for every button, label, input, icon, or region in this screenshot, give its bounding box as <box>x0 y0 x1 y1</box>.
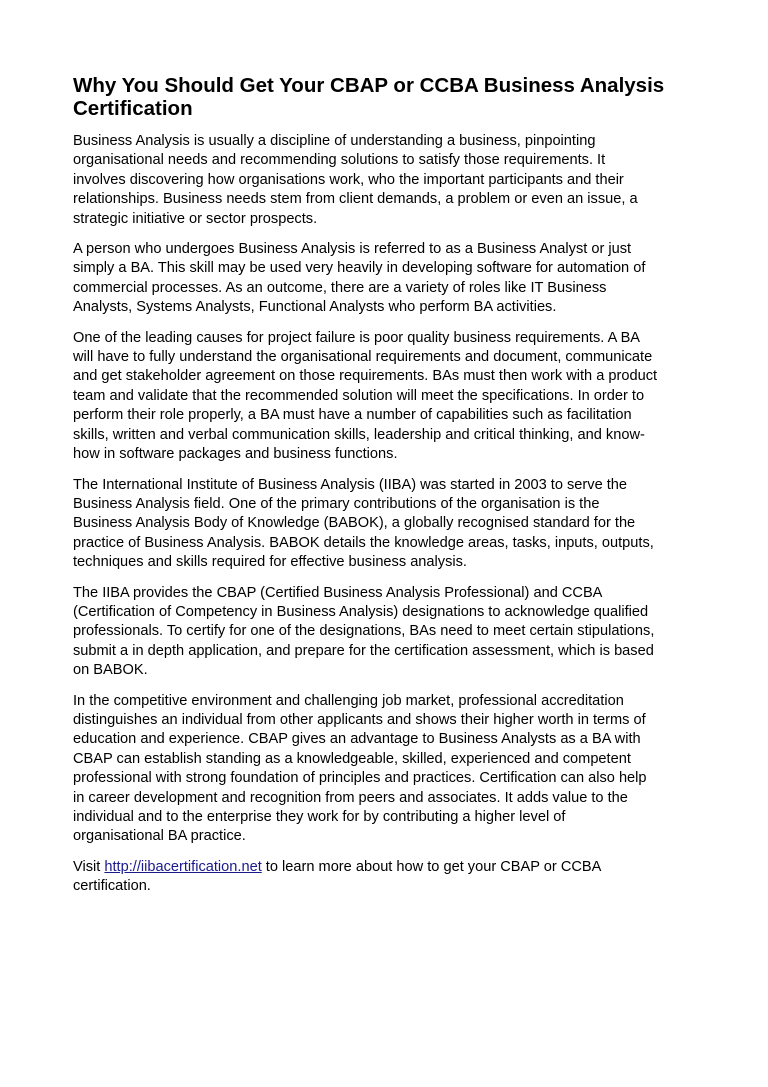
iiba-certification-link[interactable]: http://iibacertification.net <box>104 858 262 875</box>
paragraph-line: Business Analysis field. One of the primary contributions of the organisation is the <box>73 495 600 512</box>
paragraph-line: individual and to the enterprise they work for by contributing a higher level of <box>73 809 566 825</box>
paragraph-line: skills, written and verbal communication skills, leadership and critical thinking, and know- <box>73 426 645 443</box>
paragraph-line: A person who undergoes Business Analysis is referred to as a Business Analyst or just <box>73 241 632 258</box>
title-line: Why You Should Get Your CBAP or CCBA Business Analysis <box>73 74 665 97</box>
paragraph-line: and get stakeholder agreement on those requirements. BAs must then work with a product <box>73 368 658 385</box>
paragraph-line: in career development and recognition from peers and associates. It adds value to the <box>73 789 628 806</box>
document-content <box>73 74 713 908</box>
body-paragraph <box>73 584 713 681</box>
paragraph-line: The IIBA provides the CBAP (Certified Business Analysis Professional) and CCBA <box>73 584 603 601</box>
paragraph-line: perform their role properly, a BA must have a number of capabilities such as facilitation <box>73 407 632 424</box>
paragraph-line: Analysts, Systems Analysts, Functional Analysts who perform BA activities. <box>73 299 557 316</box>
closing-prefix: Visit <box>73 858 105 875</box>
paragraph-line: In the competitive environment and challenging job market, professional accreditation <box>73 692 624 709</box>
body-paragraph <box>73 132 713 229</box>
paragraph-line: Business Analysis is usually a discipline of understanding a business, pinpointing <box>73 133 596 149</box>
paragraph-line: strategic initiative or sector prospects. <box>73 210 318 227</box>
paragraph-line: CBAP can establish standing as a knowledgeable, skilled, experienced and competent <box>73 750 631 767</box>
paragraph-line: education and experience. CBAP gives an advantage to Business Analysts as a BA with <box>73 731 641 748</box>
paragraph-line: (Certification of Competency in Business Analysis) designations to acknowledge qualified <box>73 603 649 620</box>
paragraph-line: Business Analysis Body of Knowledge (BABOK), a globally recognised standard for the <box>73 515 636 532</box>
paragraph-line: professionals. To certify for one of the designations, BAs need to meet certain stipulations, <box>73 623 655 640</box>
body-paragraph <box>73 476 713 573</box>
closing-line: certification. <box>73 878 151 895</box>
body-paragraph <box>73 240 713 318</box>
body-paragraph <box>73 329 713 465</box>
paragraph-line: team and validate that the recommended solution will meet the specifications. In order to <box>73 387 645 404</box>
paragraph-line: organisational BA practice. <box>73 828 246 845</box>
paragraph-line: The International Institute of Business Analysis (IIBA) was started in 2003 to serve the <box>73 476 628 493</box>
paragraph-line: will have to fully understand the organisational requirements and document, communicate <box>73 349 653 366</box>
paragraph-line: commercial processes. As an outcome, there are a variety of roles like IT Business <box>73 279 607 296</box>
closing-paragraph <box>73 858 713 897</box>
paragraph-line: organisational needs and recommending solutions to satisfy those requirements. It <box>73 152 606 169</box>
paragraph-line: relationships. Business needs stem from client demands, a problem or even an issue, a <box>73 191 638 208</box>
paragraph-line: One of the leading causes for project failure is poor quality business requirements. A BA <box>73 329 641 346</box>
paragraph-line: techniques and skills required for effective business analysis. <box>73 554 467 571</box>
paragraph-line: distinguishes an individual from other applicants and shows their higher worth in terms of <box>73 711 646 728</box>
paragraph-line: professional with strong foundation of principles and practices. Certification can also help <box>73 770 647 787</box>
paragraph-line: how in software packages and business functions. <box>73 446 398 463</box>
paragraph-line: simply a BA. This skill may be used very heavily in developing software for automation of <box>73 260 646 277</box>
paragraph-line: on BABOK. <box>73 662 148 679</box>
document-title <box>73 74 713 120</box>
title-line: Certification <box>73 97 193 120</box>
paragraph-line: submit a in depth application, and prepare for the certification assessment, which is based <box>73 642 654 659</box>
paragraph-line: involves discovering how organisations work, who the important participants and their <box>73 171 624 188</box>
closing-suffix: to learn more about how to get your CBAP or CCBA <box>261 858 602 875</box>
paragraph-line: practice of Business Analysis. BABOK details the knowledge areas, tasks, inputs, outputs, <box>73 534 654 551</box>
body-paragraph <box>73 692 713 847</box>
